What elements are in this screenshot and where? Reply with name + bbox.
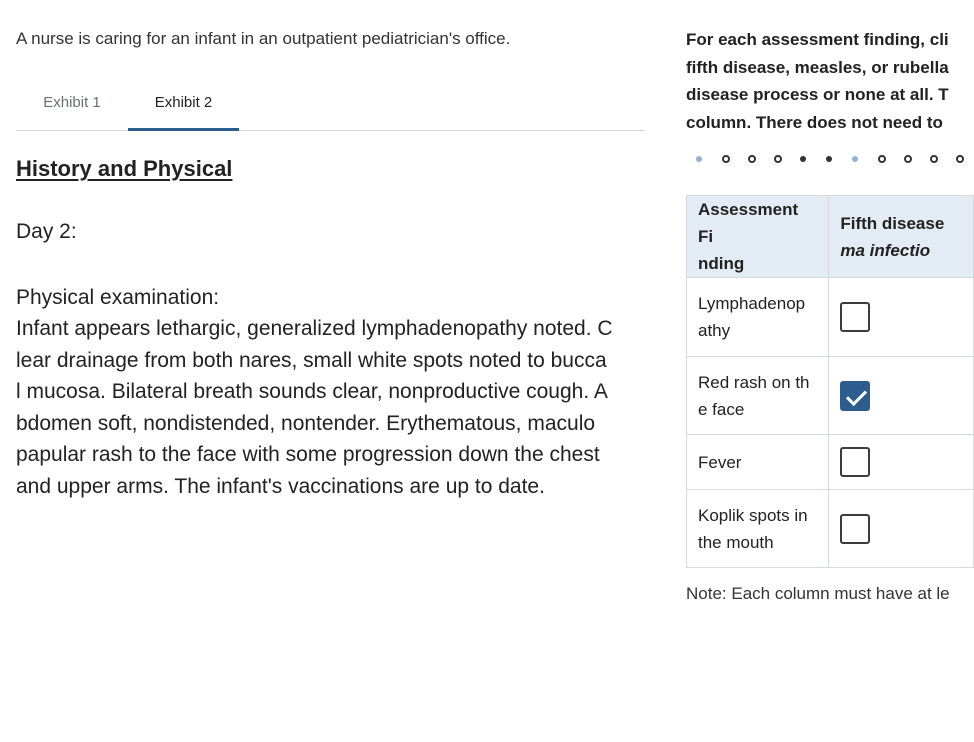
header-fifth-disease-title: Fifth disease bbox=[840, 213, 945, 233]
exhibit-tabs bbox=[16, 90, 645, 131]
header-fifth-disease bbox=[829, 196, 974, 278]
question-instructions: For each assessment finding, cli fifth disease, measles, or rubella disease process or none at all. T column. There does not need to bbox=[686, 30, 949, 132]
cell-fifth-disease bbox=[829, 490, 974, 568]
finding-lymphadenopathy: Lymphadenop athy bbox=[687, 278, 829, 357]
page-dot-3[interactable] bbox=[748, 155, 756, 163]
page-dot-9[interactable] bbox=[904, 155, 912, 163]
cell-fifth-disease bbox=[829, 357, 974, 435]
assessment-matrix bbox=[686, 195, 974, 568]
cell-fifth-disease bbox=[829, 278, 974, 357]
tab-exhibit-2[interactable]: Exhibit 2 bbox=[128, 90, 239, 130]
column-note: Note: Each column must have at le bbox=[686, 584, 950, 603]
checkbox-fever-fifth-disease[interactable] bbox=[840, 447, 870, 477]
table-row bbox=[687, 490, 974, 568]
header-fifth-disease-subtitle: ma infectio bbox=[840, 240, 931, 260]
table-row bbox=[687, 357, 974, 435]
question-pane bbox=[686, 26, 974, 742]
checkbox-red-rash-fifth-disease[interactable] bbox=[840, 381, 870, 411]
checkbox-lymphadenopathy-fifth-disease[interactable] bbox=[840, 302, 870, 332]
scenario-intro: A nurse is caring for an infant in an outpatient pediatrician's office. bbox=[16, 29, 511, 48]
finding-koplik-spots: Koplik spots in the mouth bbox=[687, 490, 829, 568]
page-dot-11[interactable] bbox=[956, 155, 964, 163]
scenario-pane bbox=[16, 26, 645, 502]
page-dot-8[interactable] bbox=[878, 155, 886, 163]
exam-text: Infant appears lethargic, generalized lymphadenopathy noted. C lear drainage from both nares, small white spots noted to bucca l mucosa. Bilateral breath sounds clear, nonproductive cough. A bdomen soft, nondistended, nontender. Erythematous, maculo papular rash to the face with some progression down the chest and upper arms. The infant's vaccinations are up to date. bbox=[16, 317, 613, 498]
page-dot-7[interactable] bbox=[852, 156, 858, 162]
finding-red-rash: Red rash on th e face bbox=[687, 357, 829, 435]
header-assessment-finding: Assessment Fi nding bbox=[687, 196, 829, 278]
table-row bbox=[687, 278, 974, 357]
cell-fifth-disease bbox=[829, 435, 974, 490]
page-dot-5[interactable] bbox=[800, 156, 806, 162]
day-label: Day 2: bbox=[16, 220, 77, 243]
checkbox-koplik-spots-fifth-disease[interactable] bbox=[840, 514, 870, 544]
exam-label: Physical examination: bbox=[16, 286, 220, 309]
table-header-row bbox=[687, 196, 974, 278]
table-row bbox=[687, 435, 974, 490]
finding-fever: Fever bbox=[687, 435, 829, 490]
page-dot-10[interactable] bbox=[930, 155, 938, 163]
section-title: History and Physical bbox=[16, 156, 233, 181]
tab-exhibit-1[interactable]: Exhibit 1 bbox=[43, 94, 101, 111]
page-dot-6[interactable] bbox=[826, 156, 832, 162]
page-dot-2[interactable] bbox=[722, 155, 730, 163]
page-dot-4[interactable] bbox=[774, 155, 782, 163]
page-dot-1[interactable] bbox=[696, 156, 702, 162]
